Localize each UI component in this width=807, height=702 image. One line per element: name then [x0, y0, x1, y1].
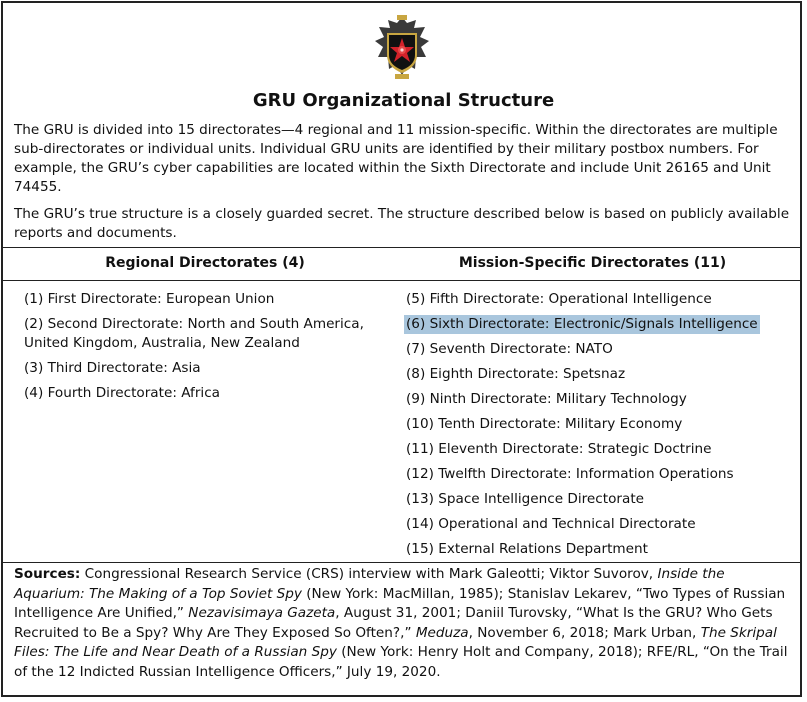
mission-item: (10) Tenth Directorate: Military Economy — [406, 416, 683, 432]
intro-paragraph-2: The GRU’s true structure is a closely guarded secret. The structure described below is based on publicly available reports and documents. — [14, 206, 790, 241]
sources-note — [14, 565, 792, 682]
sources-title: Meduza — [415, 624, 469, 641]
mission-item-highlighted: (6) Sixth Directorate: Electronic/Signals Intelligence — [406, 316, 758, 332]
sources-text: (New York: MacMillan, 1985); Stanislav Lekarev, “Two Types of Russian Intelligence Are Unified,” — [14, 585, 786, 621]
sources-text: , August 31, 2001; Daniil Turovsky, “What Is the GRU? Who Gets Recruited to Be a Spy? Why Are They Exposed So Often?,” — [14, 605, 773, 641]
gru-emblem-icon — [371, 13, 433, 85]
sources-text: , November 6, 2018; Mark Urban, — [468, 624, 701, 641]
page-title: GRU Organizational Structure — [252, 90, 555, 111]
mission-item: (8) Eighth Directorate: Spetsnaz — [406, 366, 626, 382]
mission-heading: Mission-Specific Directorates (11) — [458, 255, 727, 271]
divider-bottom — [3, 562, 800, 563]
sources-text: (New York: Henry Holt and Company, 2018); RFE/RL, “On the Trail of the 12 Indicted Russian Intelligence Officers,” July 19, 2020. — [14, 644, 788, 680]
regional-heading: Regional Directorates (4) — [105, 255, 305, 271]
sources-label: Sources: — [14, 566, 81, 582]
mission-item: (7) Seventh Directorate: NATO — [406, 341, 613, 357]
divider-header — [3, 280, 800, 281]
sources-title: The Skripal Files: The Life and Near Death of a Russian Spy — [14, 624, 777, 660]
regional-item: (1) First Directorate: European Union — [24, 291, 275, 307]
mission-item: (12) Twelfth Directorate: Information Operations — [406, 466, 734, 482]
mission-item: (5) Fifth Directorate: Operational Intelligence — [406, 291, 712, 307]
regional-item: (3) Third Directorate: Asia — [24, 360, 201, 376]
mission-item: (11) Eleventh Directorate: Strategic Doctrine — [406, 441, 712, 457]
regional-item: (4) Fourth Directorate: Africa — [24, 385, 221, 401]
mission-item: (13) Space Intelligence Directorate — [406, 491, 645, 507]
sources-text: Congressional Research Service (CRS) interview with Mark Galeotti; Viktor Suvorov, — [80, 566, 658, 582]
intro-paragraph-1: The GRU is divided into 15 directorates—4 regional and 11 mission-specific. Within the directorates are multiple sub-directorates or individual units. Individual GRU units are identified by their military postbox numbers. For example, the GRU’s cyber capabilities are located within the Sixth Directorate and include Unit 26165 and Unit 74455. — [14, 122, 778, 195]
sources-title: Inside the Aquarium: The Making of a Top Soviet Spy — [14, 566, 725, 602]
regional-item: (2) Second Directorate: North and South America, United Kingdom, Australia, New Zealand — [24, 316, 364, 351]
mission-item: (14) Operational and Technical Directorate — [406, 516, 696, 532]
sources-title: Nezavisimaya Gazeta — [188, 605, 336, 621]
divider-top — [3, 247, 800, 248]
mission-item: (15) External Relations Department — [406, 541, 648, 557]
mission-item: (9) Ninth Directorate: Military Technology — [406, 391, 687, 407]
